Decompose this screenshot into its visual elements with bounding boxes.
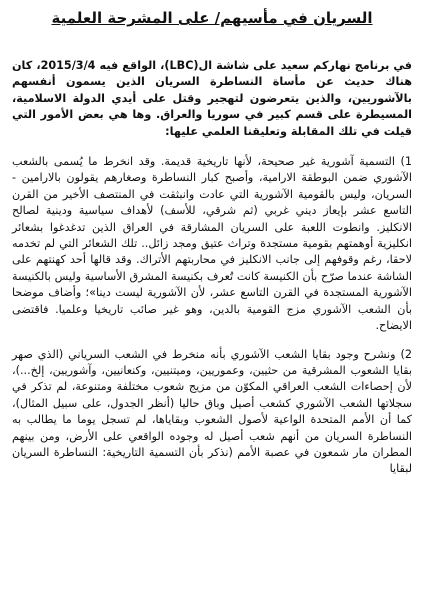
paragraph-number: 2) <box>400 347 412 361</box>
paragraph-number: 1) <box>400 155 412 169</box>
intro-paragraph: في برنامج نهاركم سعيد على شاشة ال(LBC)، الواقع فيه 2015/3/4، كان هناك حديث عن مأساة النساطرة السريان الذين يسمون أنفسهم بالآشوريين، والذين يتعرضون لتهجير وقتل على أيدي الدولة الاسلامية، المسيطرة على قسم كبير في سوريا والعراق. وها هي بعض الأمور التي قيلت في تلك المقابلة وتعليقنا العلمي عليها: <box>12 59 413 138</box>
paragraph-text: ونشرح وجود بقايا الشعب الآشوري بأنه منخرط في الشعب السرياني (الذي صهر بقايا الشعوب المشرقية من حثيين، وعموريين، وميتنيين، وكنعانيين، وآشوريين، إلخ...)، لأن إحصاءات الشعب العراقي المكوّن من مزيج شعوب مختلفة ومتنوعة، لم تذكر في سجلاتها الشعب الآشوري كشعب أصيل وباق حاليا (أنظر الجدول، على سبيل المثال)، كما أن الأمم المتحدة الواعية لأصول الشعوب وبقاياها، لم تسجل يوما ما يطالب به النساطرة السريان من أنهم شعب أصيل له وجوده الواقعي على الأرض، ومن بينهم المطران مار شمعون في عصبة الأمم (نذكر بأن التسمية التاريخية: النساطرة السريان لبقايا <box>12 347 412 476</box>
document-title: السريان في مأسيهم/ على المشرحة العلمية <box>51 9 373 27</box>
paragraph-2 <box>12 347 412 478</box>
paragraph-1 <box>12 154 412 334</box>
paragraph-text: التسمية آشورية غير صحيحة، لأنها تاريخية قديمة. وقد انخرط ما يُسمى بالشعب الآشوري ضمن البوطقة الارامية، وأصبح كبار النساطرة وصغارهم يقولون بالارامين - السريان، وليس بالقومية الآشورية التي عادت وانبثقت في المنتصف الأخير من القرن التاسع عشر بإيعاز ديني غربي (ثم شرقي، للأسف) لأهداف سياسية ودينية لصالح الانكليز. وانطوت اللعبة على السريان المشارقة في العراق الذين تدغدغوا بشعائر انكليزية أوهمتهم بقومية مستجدة وتراث عتيق ومجد زائل.. تلك الشعائر التي لم تخدمه لاحقا، رغم وقوفهم إلى جانب الانكليز في محاربتهم الأتراك. وقد قالها أحد كهنتهم على الشاشة عندما صرّح بأن الكنيسة كانت تُعرف بكنيسة المشرق الأساسية وليس بالكنيسة الآشورية المستجدة في القرن التاسع عشر، لأن الآشورية ليست دينا»؛ وأضاف موضحا بأن الشعب الآشوري مزج القومية بالدين، وهو غير صائب تاريخيا وعلميا. فاقتضى الايضاح. <box>12 155 412 333</box>
